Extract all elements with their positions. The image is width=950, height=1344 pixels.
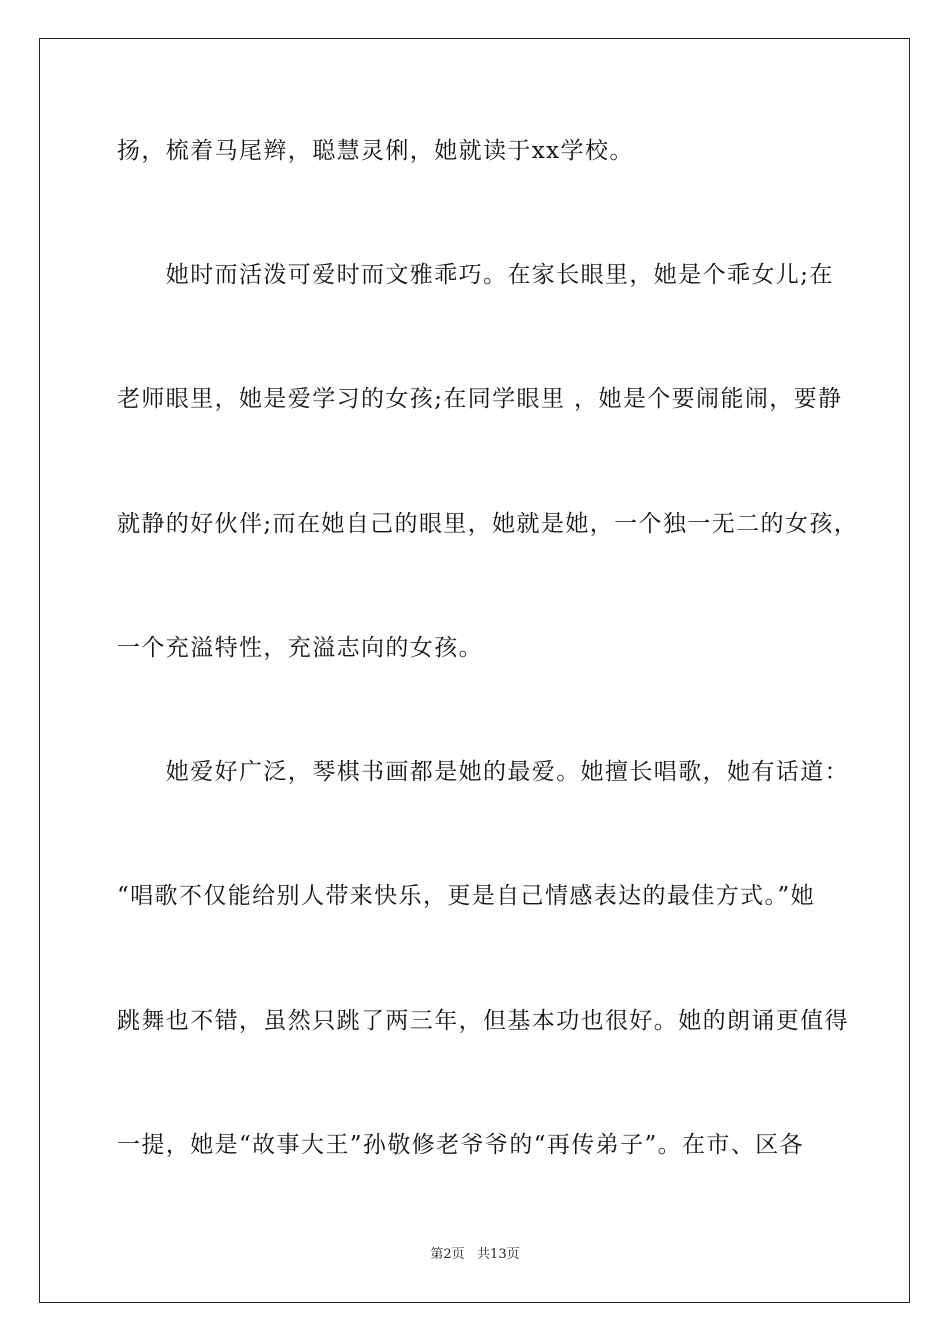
text-line-1: 扬，梳着马尾辫，聪慧灵俐，她就读于xx学校。 bbox=[117, 138, 634, 164]
text-line-8: 跳舞也不错，虽然只跳了两三年，但基本功也很好。她的朗诵更值得 bbox=[117, 1008, 849, 1034]
text-line-5: 一个充溢特性，充溢志向的女孩。 bbox=[117, 635, 483, 661]
text-line-9: 一提，她是“故事大王”孙敬修老爷爷的“再传弟子”。在市、区各 bbox=[117, 1132, 805, 1158]
page-border bbox=[39, 38, 910, 1303]
text-line-2: 她时而活泼可爱时而文雅乖巧。在家长眼里，她是个乖女儿;在 bbox=[117, 262, 834, 288]
text-line-3: 老师眼里，她是爱学习的女孩;在同学眼里 ，她是个要闹能闹，要静 bbox=[117, 386, 843, 412]
text-line-7: “唱歌不仅能给别人带来快乐，更是自己情感表达的最佳方式。”她 bbox=[117, 883, 816, 909]
text-line-6: 她爱好广泛，琴棋书画都是她的最爱。她擅长唱歌，她有话道： bbox=[117, 759, 849, 785]
page-number-footer: 第2页 共13页 bbox=[430, 1247, 520, 1262]
text-line-4: 就静的好伙伴;而在她自己的眼里，她就是她，一个独一无二的女孩， bbox=[117, 511, 859, 537]
